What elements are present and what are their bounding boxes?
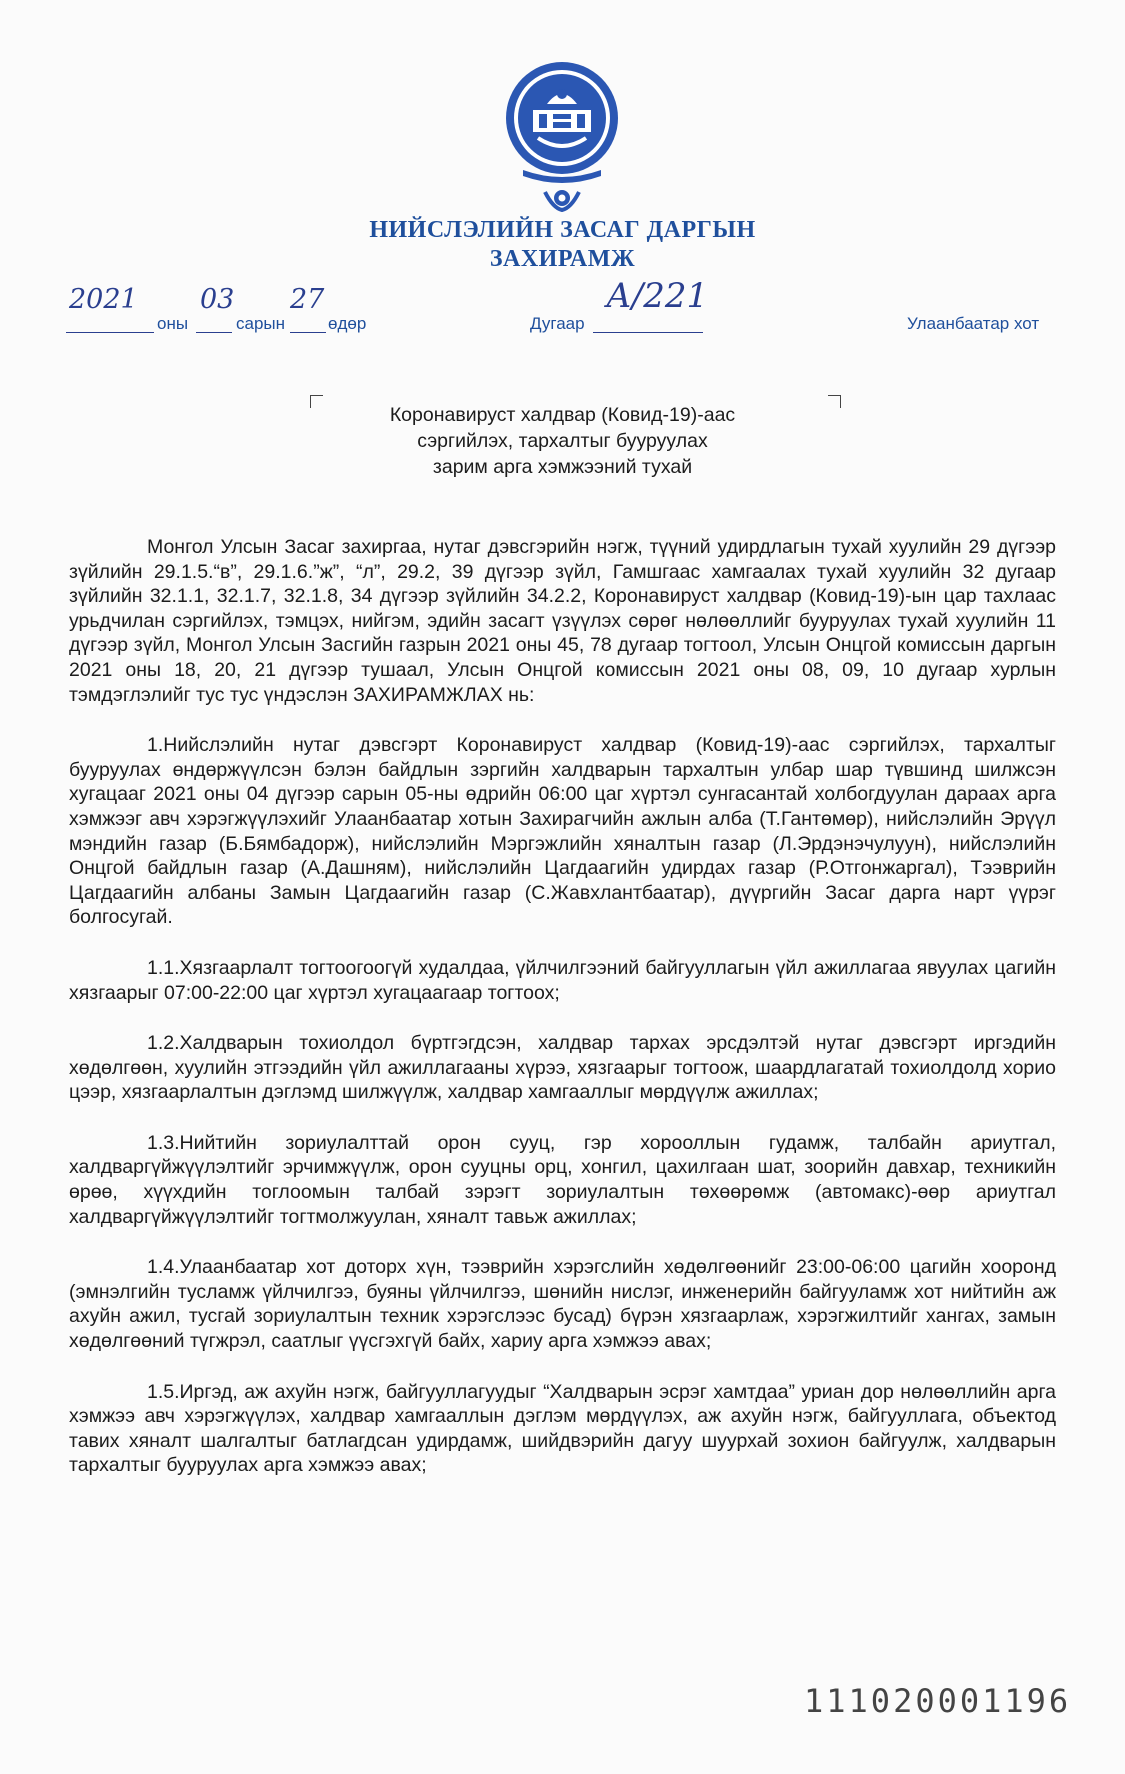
subject-line: зарим арга хэмжээний тухай [432,456,693,478]
issuer-title: НИЙСЛЭЛИЙН ЗАСАГ ДАРГЫН [369,217,756,243]
year-suffix: оны [157,314,189,333]
location-label: Улаанбаатар хот [907,314,1040,333]
document-subject [0,402,1125,480]
clause-1: 1.Нийслэлийн нутаг дэвсгэрт Коронавируст халдвар (Ковид-19)-аас сэргийлэх, тархалтыг бууруулах өндөржүүлсэн бэлэн байдлын зэргийн халдварын тархалтын улбар шар түвшинд шилжсэн хугацааг 2021 оны 04 дүгээр сарын 05-ны өдрийн 06:00 цаг хүртэл сунгасантай холбогдуулан дараах арга хэмжээг авч хэрэгжүүлэхийг Улаанбаатар хотын Захирагчийн ажлын алба (Т.Гантөмөр), нийслэлийн Эрүүл мэндийн газар (Б.Бямбадорж), нийслэлийн Мэргэжлийн хяналтын газар (Л.Эрдэнэчулуун), нийслэлийн Онцгой байдлын газар (А.Дашням), нийслэлийн Цагдаагийн удирдах газар (Р.Отгонжаргал), Тээврийн Цагдаагийн албаны Замын Цагдаагийн газар (С.Жавхлантбаатар), дүүргийн Засаг дарга нарт үүрэг болгосугай. [69,734,1056,929]
clause-1-2: 1.2.Халдварын тохиолдол бүртгэгдсэн, халдвар тархах эрсдэлтэй нутаг дэвсгэрт иргэдийн хөдөлгөөн, хуулийн этгээдийн үйл ажиллагааны хүрээ, хязгаарыг тогтоож, шаардлагатай тохиолдолд хорио цээр, хязгаарлалтын дэглэмд шилжүүлж, халдвар хамгааллыг мөрдүүлж ажиллах; [69,1032,1056,1104]
document-meta-row [0,276,1125,333]
preamble-paragraph: Монгол Улсын Засаг захиргаа, нутаг дэвсгэрийн нэгж, түүний удирдлагын тухай хуулийн 29 дүгээр зүйлийн 29.1.5.“в”, 29.1.6.”ж”, “л”, 29.2, 39 дүгээр зүйл, Гамшгаас хамгаалах тухай хуулийн 32 дугаар зүйлийн 32.1.1, 32.1.7, 32.1.8, 34 дүгээр зүйлийн 34.2.2, Коронавируст халдвар (Ковид-19)-ын цар тахлаас урьдчилан сэргийлэх, тэмцэх, нийгэм, эдийн засагт үзүүлэх сөрөг нөлөөллийг бууруулах тухай хуулийн 11 дүгээр зүйл, Монгол Улсын Засгийн газрын 2021 оны 45, 78 дугаар тогтоол, Улсын Онцгой комиссын даргын 2021 оны 18, 20, 21 дүгээр тушаал, Улсын Онцгой комиссын 2021 оны 08, 09, 10 дугаар хурлын тэмдэглэлийг тус тус үндэслэн ЗАХИРАМЖЛАХ нь: [69,536,1056,706]
day-handwritten: 27 [290,284,325,315]
clause-1-3: 1.3.Нийтийн зориулалттай орон сууц, гэр хорооллын гудамж, талбайн ариутгал, халдваргүйжүүлэлтийг эрчимжүүлж, орон сууцны орц, хонгил, цахилгаан шат, зоорийн давхар, техникийн өрөө, хүүхдийн тоглоомын талбай зэрэгт зориулалтын төхөөрөмж (автомакс)-өөр ариутгал халдваргүйжүүлэлтийг тогтмолжуулан, хяналт тавьж ажиллах; [69,1131,1056,1228]
state-emblem-icon [503,58,621,220]
number-label: Дугаар [530,314,585,333]
year-handwritten: 2021 [69,284,138,315]
clause-1-5: 1.5.Иргэд, аж ахуйн нэгж, байгууллагуудыг “Халдварын эсрэг хамтдаа” уриан дор нөлөөллийн арга хэмжээ авч хэрэгжүүлэх, халдвар хамгааллын дэглэм мөрдүүлэх, аж ахуйн нэгж, байгууллага, объектод тавих хяналт шалгалтыг батлагдсан удирдамж, шийдвэрийн дагуу шуурхай зохион байгуулж, халдварын тархалтыг бууруулах арга хэмжээ авах; [69,1380,1056,1477]
month-handwritten: 03 [200,284,235,315]
clause-1-4: 1.4.Улаанбаатар хот доторх хүн, тээврийн хэрэгслийн хөдөлгөөнийг 23:00-06:00 цагийн хооронд (эмнэлгийн тусламж үйлчилгээ, буяны үйлчилгээ, шөнийн нислэг, инженерийн байгууламж хот нийтийн аж ахуйн ажил, тусгай зориулалтын техник хэрэгслээс бусад) бүрэн хязгаарлаж, хэрэгжилтийг хангах, замын хөдөлгөөний түгжрэл, саатлыг үүсгэхгүй байх, хариу арга хэмжээ авах; [69,1256,1056,1353]
document-body [69,535,1056,1504]
registration-number: 111020001196 [804,1682,1072,1720]
subject-line: сэргийлэх, тархалтыг бууруулах [417,430,708,452]
day-underline [290,332,326,333]
clause-1-1: 1.1.Хязгаарлалт тогтоогоогүй худалдаа, үйлчилгээний байгууллагын үйл ажиллагаа явуулах цагийн хязгаарыг 07:00-22:00 цаг хүртэл хугацаагаар тогтоох; [69,956,1056,1004]
number-underline [593,332,703,333]
year-underline [66,332,154,333]
number-handwritten: А/221 [606,276,709,316]
subject-line: Коронавируст халдвар (Ковид-19)-аас [389,404,736,426]
month-underline [196,332,232,333]
day-suffix: өдөр [328,314,367,333]
document-type: ЗАХИРАМЖ [489,246,636,272]
month-suffix: сарын [236,314,286,333]
